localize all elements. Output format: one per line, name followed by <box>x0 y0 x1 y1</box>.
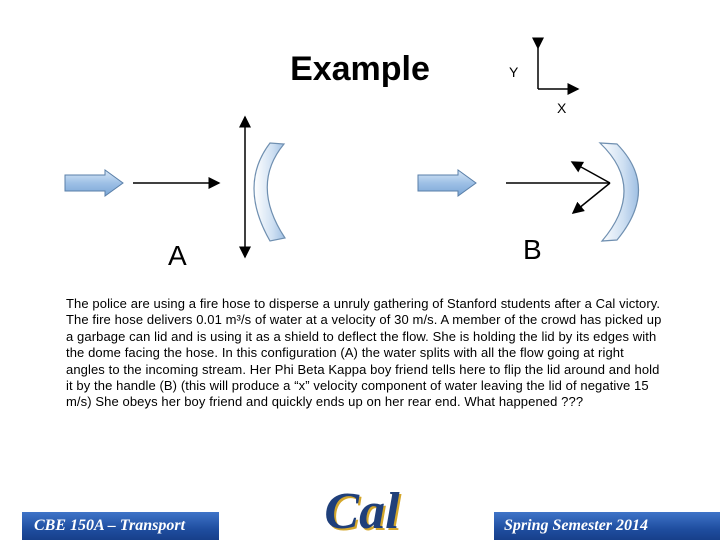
hose-a-icon <box>65 170 123 196</box>
configuration-b <box>418 143 639 241</box>
lid-a-icon <box>254 143 285 241</box>
hose-b-icon <box>418 170 476 196</box>
deflected-flow-down-arrow <box>573 183 610 213</box>
semester-label: Spring Semester 2014 <box>494 512 720 540</box>
coordinate-axes <box>538 48 578 89</box>
configuration-a <box>65 117 285 257</box>
deflected-flow-up-arrow <box>572 162 610 183</box>
configuration-a-label: A <box>168 240 187 271</box>
y-axis-label: Y <box>509 64 519 80</box>
course-name: CBE 150A – Transport <box>22 512 219 540</box>
problem-statement: The police are using a fire hose to disperse a unruly gathering of Stanford students after a Cal victory. The fire hose delivers 0.01 m³/s of water at a velocity of 30 m/s. A member of the crowd has picked up a garbage can lid and is using it as a shield to deflect the flow. She is holding the lid by its edges with the dome facing the hose. In this configuration (A) the water splits with all the flow going at right angles to the incoming stream. Her Phi Beta Kappa boy friend tells here to flip the lid around and hold it by the handle (B) (this will produce a “x” velocity component of water leaving the lid of negative 15 m/s) She obeys her boy friend and quickly ends up on her rear end. What happened ??? <box>66 296 662 410</box>
lid-b-icon <box>600 143 639 241</box>
x-axis-label: X <box>557 100 567 116</box>
cal-logo: Cal <box>324 483 400 540</box>
slide-title: Example <box>290 50 430 88</box>
configuration-b-label: B <box>523 234 542 265</box>
